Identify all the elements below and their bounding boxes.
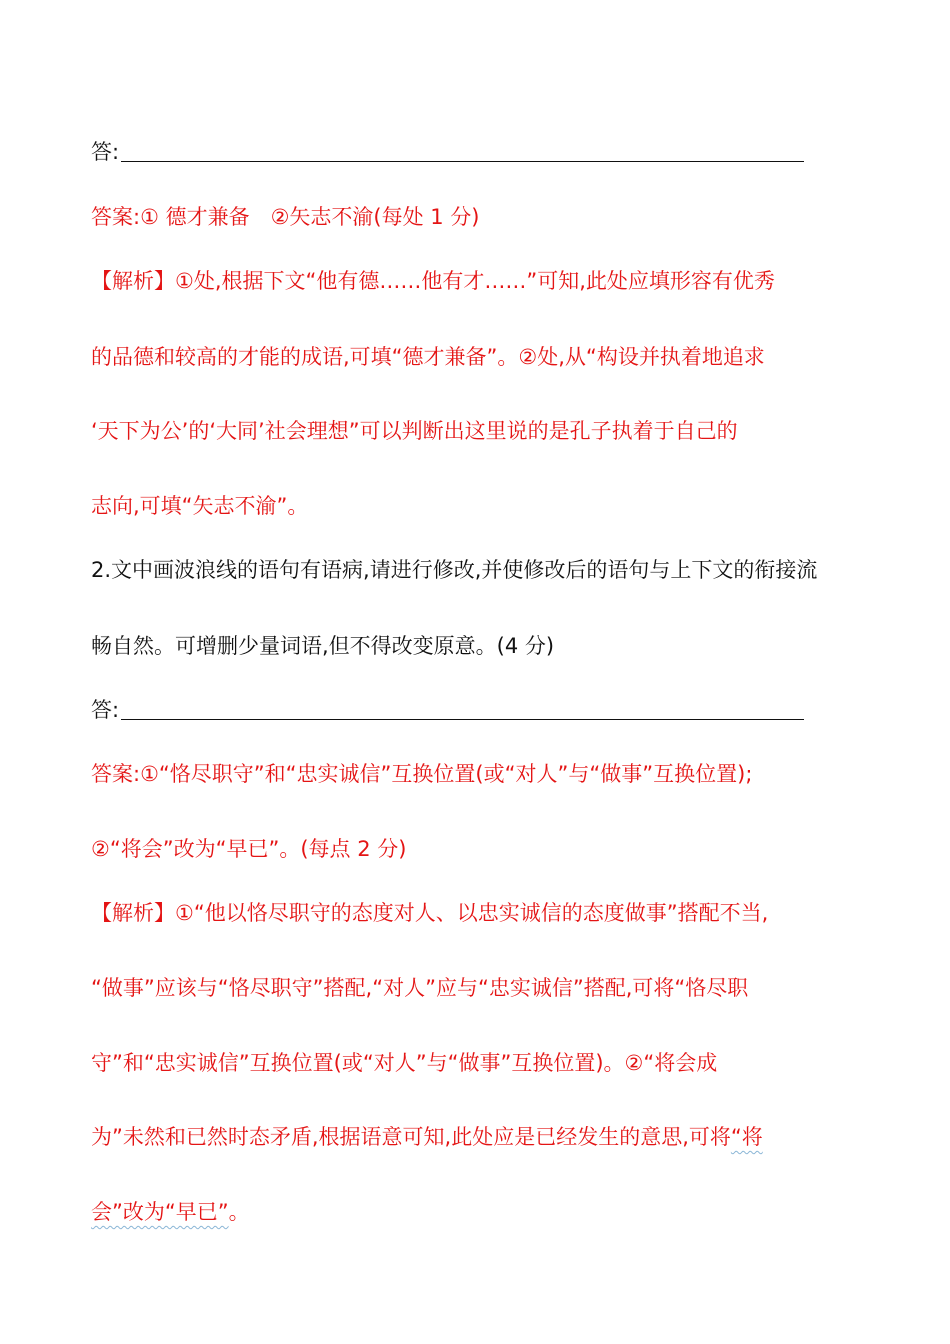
answer-2-line-1: 答案:①“恪尽职守”和“忠实诚信”互换位置(或“对人”与“做事”互换位置); [91,762,753,786]
analysis-1-line-4: 志向,可填“矢志不渝”。 [91,494,309,518]
answer-1: 答案:① 德才兼备 ②矢志不渝(每处 1 分) [91,205,480,229]
analysis-1-line-3: ‘天下为公’的‘大同’社会理想”可以判断出这里说的是孔子执着于自己的 [91,419,738,443]
analysis-2-line-4: 为”未然和已然时态矛盾,根据语意可知,此处应是已经发生的意思,可将“将 [91,1125,763,1149]
wavy-underline-text: 会”改为“早已” [91,1200,229,1224]
analysis-2-line-1: 【解析】①“他以恪尽职守的态度对人、以忠实诚信的态度做事”搭配不当, [91,901,769,925]
analysis-1-line-1: 【解析】①处,根据下文“他有德……他有才……”可知,此处应填形容有优秀 [91,269,775,293]
analysis-1-line-2: 的品德和较高的才能的成语,可填“德才兼备”。②处,从“构设并执着地追求 [91,345,765,369]
analysis-2-line-3: 守”和“忠实诚信”互换位置(或“对人”与“做事”互换位置)。②“将会成 [91,1051,718,1075]
answer-prompt-1: 答: [91,136,804,166]
answer-blank-1[interactable] [121,161,804,162]
answer-2-line-2: ②“将会”改为“早已”。(每点 2 分) [91,837,407,861]
answer-prompt-2: 答: [91,694,804,724]
question-2-line-2: 畅自然。可增删少量词语,但不得改变原意。(4 分) [91,634,555,658]
answer-blank-2[interactable] [121,719,804,720]
question-2-line-1: 2.文中画波浪线的语句有语病,请进行修改,并使修改后的语句与上下文的衔接流 [91,558,818,582]
analysis-2-line-5: 会”改为“早已”。 [91,1200,250,1224]
wavy-underline-text: “将 [730,1125,763,1149]
analysis-2-line-2: “做事”应该与“恪尽职守”搭配,“对人”应与“忠实诚信”搭配,可将“恪尽职 [91,976,749,1000]
